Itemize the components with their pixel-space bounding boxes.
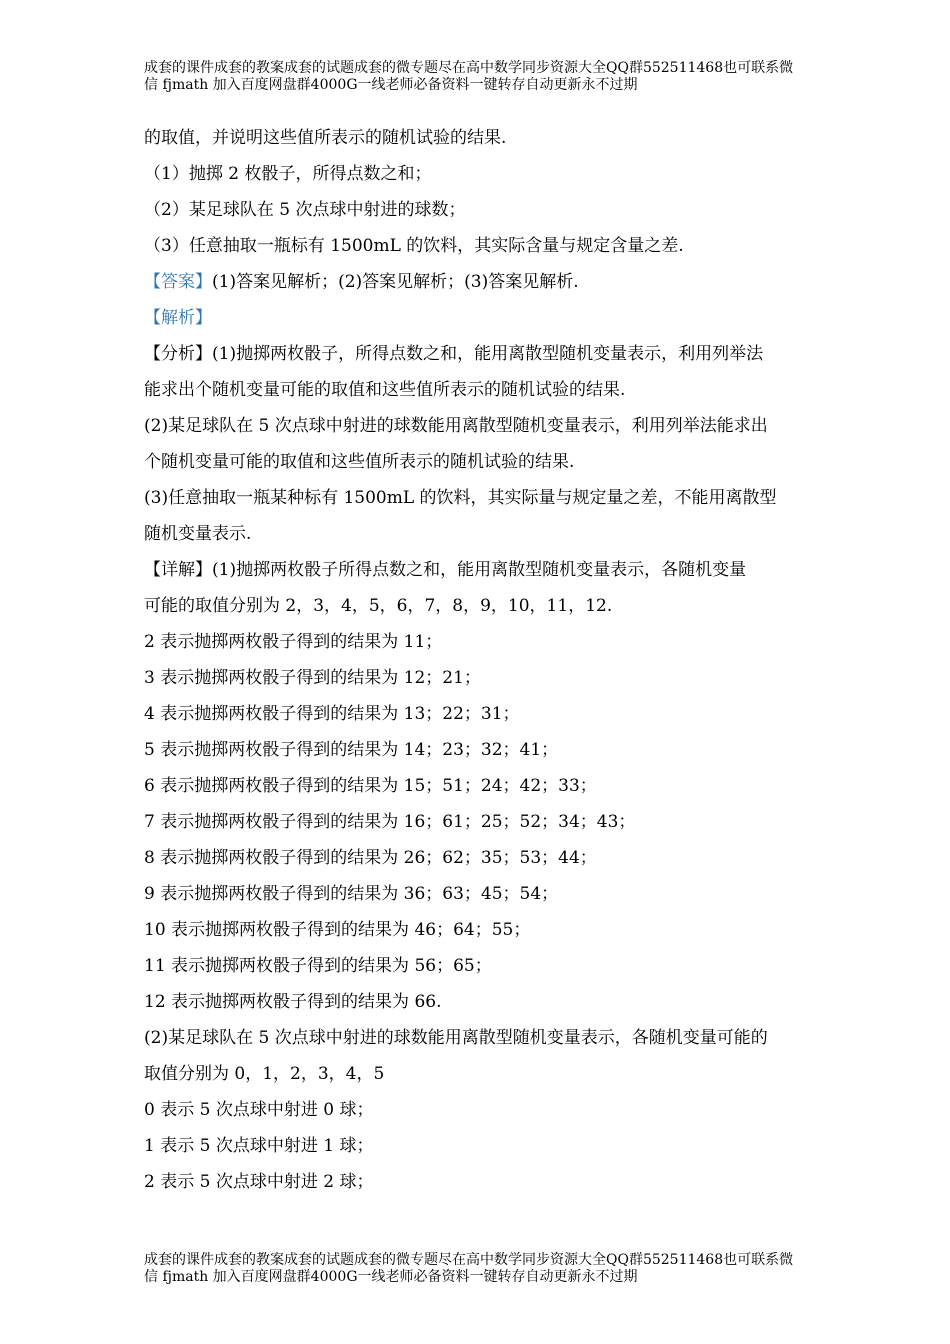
footer-banner-line-2: 信 fjmath 加入百度网盘群4000G一线老师必备资料一键转存自动更新永不过期 [144,1269,638,1285]
dice-result-7: 7 表示抛掷两枚骰子得到的结果为 16；61；25；52；34；43； [144,812,636,832]
analysis-tag: 【解析】 [144,308,212,328]
goal-result-1: 1 表示 5 次点球中射进 1 球； [144,1136,374,1156]
detail-line-2: 可能的取值分别为 2，3，4，5，6，7，8，9，10，11，12. [144,596,613,616]
analysis-line-4: 个随机变量可能的取值和这些值所表示的随机试验的结果. [144,452,575,472]
analysis-line-5: (3)任意抽取一瓶某种标有 1500mL 的饮料，其实际量与规定量之差，不能用离散型 [144,488,777,508]
dice-result-5: 5 表示抛掷两枚骰子得到的结果为 14；23；32；41； [144,740,559,760]
goal-result-0: 0 表示 5 次点球中射进 0 球； [144,1100,374,1120]
analysis-line-3: (2)某足球队在 5 次点球中射进的球数能用离散型随机变量表示，利用列举法能求出 [144,416,768,436]
question-intro: 的取值，并说明这些值所表示的随机试验的结果. [144,128,507,148]
analysis-line-2: 能求出个随机变量可能的取值和这些值所表示的随机试验的结果. [144,380,626,400]
detail-part2-line-1: (2)某足球队在 5 次点球中射进的球数能用离散型随机变量表示，各随机变量可能的 [144,1028,768,1048]
document-body [144,120,809,1200]
answer-line [144,264,809,300]
header-banner-line-2: 信 fjmath 加入百度网盘群4000G一线老师必备资料一键转存自动更新永不过期 [144,77,638,93]
analysis-line-1: 【分析】(1)抛掷两枚骰子，所得点数之和，能用离散型随机变量表示，利用列举法 [144,344,764,364]
header-banner [144,60,809,94]
footer-banner-line-1: 成套的课件成套的教案成套的试题成套的微专题尽在高中数学同步资源大全QQ群552511468也可联系微 [144,1252,794,1268]
header-banner-line-1: 成套的课件成套的教案成套的试题成套的微专题尽在高中数学同步资源大全QQ群552511468也可联系微 [144,60,794,76]
dice-result-10: 10 表示抛掷两枚骰子得到的结果为 46；64；55； [144,920,531,940]
answer-tag: 【答案】 [144,272,212,292]
dice-result-3: 3 表示抛掷两枚骰子得到的结果为 12；21； [144,668,481,688]
detail-line-1: 【详解】(1)抛掷两枚骰子所得点数之和，能用离散型随机变量表示，各随机变量 [144,560,747,580]
dice-result-8: 8 表示抛掷两枚骰子得到的结果为 26；62；35；53；44； [144,848,597,868]
question-item-2: （2）某足球队在 5 次点球中射进的球数； [144,200,466,220]
footer-banner [144,1252,809,1286]
question-item-1: （1）抛掷 2 枚骰子，所得点数之和； [144,164,432,184]
detail-part2-line-2: 取值分别为 0，1，2，3，4，5 [144,1064,385,1084]
answer-text: (1)答案见解析；(2)答案见解析；(3)答案见解析. [212,272,579,292]
dice-result-9: 9 表示抛掷两枚骰子得到的结果为 36；63；45；54； [144,884,559,904]
dice-result-4: 4 表示抛掷两枚骰子得到的结果为 13；22；31； [144,704,520,724]
analysis-line-6: 随机变量表示. [144,524,252,544]
dice-result-12: 12 表示抛掷两枚骰子得到的结果为 66. [144,992,442,1012]
dice-result-6: 6 表示抛掷两枚骰子得到的结果为 15；51；24；42；33； [144,776,597,796]
dice-result-2: 2 表示抛掷两枚骰子得到的结果为 11； [144,632,443,652]
question-item-3: （3）任意抽取一瓶标有 1500mL 的饮料，其实际含量与规定含量之差. [144,236,684,256]
dice-result-11: 11 表示抛掷两枚骰子得到的结果为 56；65； [144,956,492,976]
goal-result-2: 2 表示 5 次点球中射进 2 球； [144,1172,374,1192]
